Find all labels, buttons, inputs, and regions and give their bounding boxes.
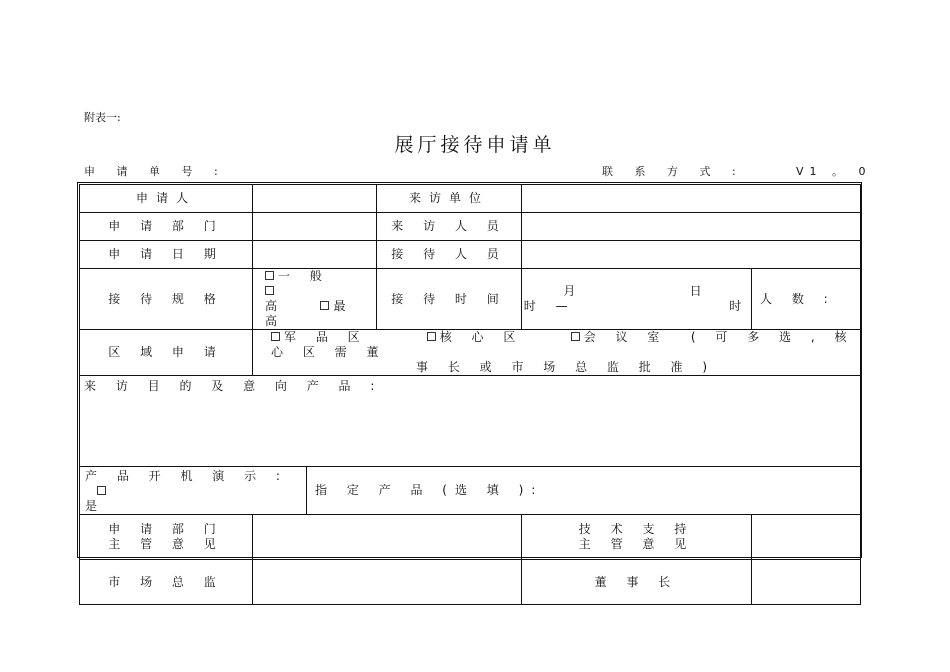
department-supervisor-opinion-field[interactable]	[253, 515, 522, 560]
department-supervisor-opinion-label	[80, 515, 253, 560]
tech-opinion-line: 主 管 意 见	[578, 537, 695, 551]
chairman-field[interactable]	[752, 560, 861, 605]
application-date-label: 申 请 日 期	[80, 241, 253, 269]
specified-product-label: 指 定 产 品 (选 填 ):	[315, 483, 544, 497]
application-date-field[interactable]	[253, 241, 377, 269]
option-meeting-room: 会 议 室	[583, 330, 668, 344]
checkbox-demo[interactable]	[97, 486, 106, 495]
option-military-area: 军 品 区	[284, 330, 368, 344]
applying-department-label: 申 请 部 门	[80, 213, 253, 241]
reception-time-field[interactable]	[522, 269, 752, 330]
supervisor-opinion-line: 主 管 意 见	[108, 537, 224, 551]
people-count-label: 人 数 :	[760, 291, 836, 306]
tech-support-opinion-label	[522, 515, 752, 560]
marketing-director-field[interactable]	[253, 560, 522, 605]
option-highest-label: 最 高	[265, 299, 354, 328]
checkbox-general[interactable]	[265, 271, 274, 280]
checkbox-meeting-room[interactable]	[571, 332, 580, 341]
checkbox-core-area[interactable]	[427, 332, 436, 341]
department-line: 申 请 部 门	[108, 522, 224, 536]
day-label: 日	[689, 284, 710, 298]
reception-level-options	[253, 269, 377, 330]
applicant-label: 申请人	[80, 185, 253, 213]
marketing-director-label: 市 场 总 监	[80, 560, 253, 605]
contact-label: 联 系 方 式 :	[602, 165, 745, 178]
reception-level-label: 接 待 规 格	[80, 269, 253, 330]
applicant-field[interactable]	[253, 185, 377, 213]
area-note-line2: 事 长 或 市 场 总 监 批 准 )	[416, 360, 716, 374]
people-count-field[interactable]	[752, 269, 861, 330]
hour-end-label: 时	[729, 299, 750, 313]
visitors-label: 来 访 人 员	[377, 213, 522, 241]
demo-label: 产 品 开 机 演 示 :	[85, 469, 288, 483]
checkbox-military-area[interactable]	[271, 332, 280, 341]
page-title: 展厅接待申请单	[394, 134, 556, 156]
visiting-unit-label: 来访单位	[377, 185, 522, 213]
visit-purpose-label: 来 访 目 的 及 意 向 产 品 :	[84, 379, 383, 393]
option-core-area: 核 心 区	[439, 330, 524, 344]
visitors-field[interactable]	[522, 213, 861, 241]
demo-yes-label: 是	[85, 499, 106, 513]
reception-time-label: 接 待 时 间	[377, 269, 522, 330]
area-application-label: 区 域 申 请	[80, 330, 253, 376]
specified-product-field[interactable]	[307, 467, 861, 515]
area-application-options	[253, 330, 861, 376]
attachment-label: 附表一:	[84, 111, 121, 124]
application-number-label: 申 请 单 号 :	[84, 165, 227, 178]
tech-support-opinion-field[interactable]	[752, 515, 861, 560]
hour-start-label: 时 —	[523, 299, 576, 313]
visiting-unit-field[interactable]	[522, 185, 861, 213]
application-form	[79, 184, 860, 589]
tech-support-line: 技 术 支 持	[578, 522, 695, 536]
applying-department-field[interactable]	[253, 213, 377, 241]
checkbox-highest[interactable]	[320, 301, 329, 310]
version-label: V1 。 0	[796, 165, 872, 178]
option-high-label: 高	[265, 299, 286, 313]
reception-staff-field[interactable]	[522, 241, 861, 269]
month-label: 月	[563, 284, 584, 298]
chairman-label: 董 事 长	[522, 560, 752, 605]
checkbox-high[interactable]	[265, 286, 274, 295]
visit-purpose-field[interactable]	[80, 376, 861, 467]
demo-option	[80, 467, 307, 515]
area-note-line1: ( 可 多 选 , 核 心 区 需 董	[271, 330, 855, 359]
reception-staff-label: 接 待 人 员	[377, 241, 522, 269]
option-general-label: 一 般	[278, 269, 330, 283]
